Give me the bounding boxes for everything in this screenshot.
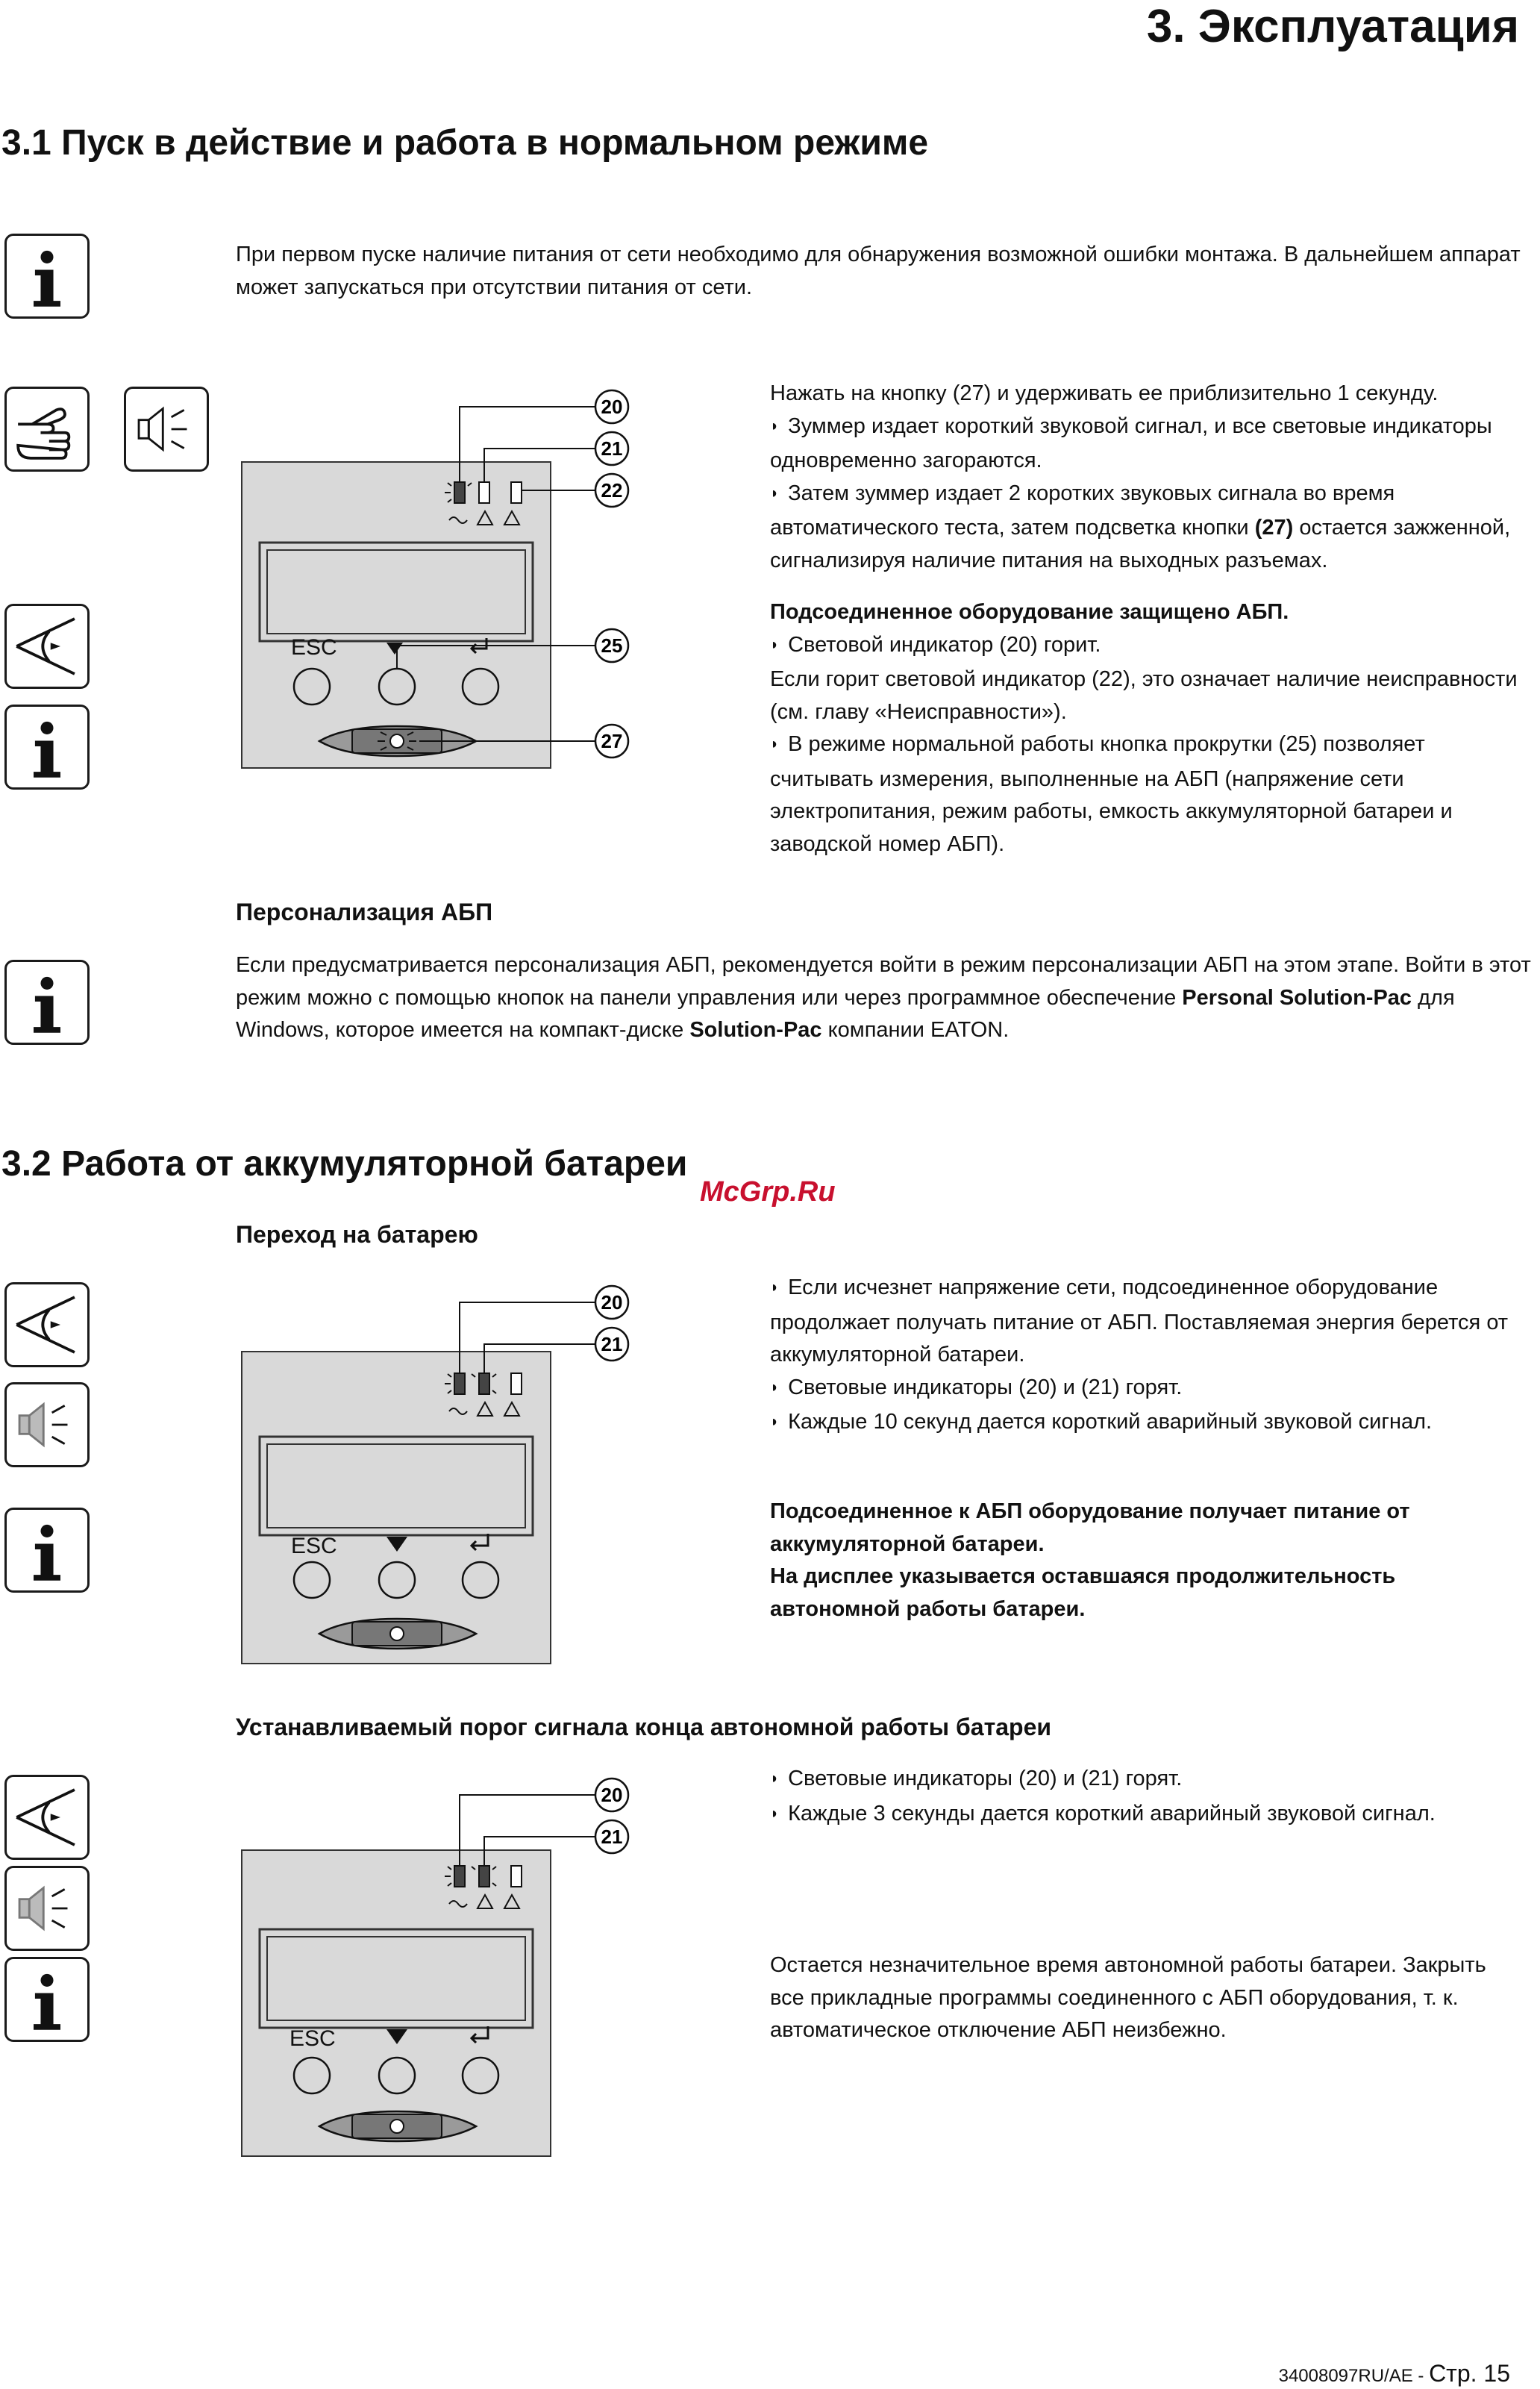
esc-label: ESC: [291, 635, 337, 660]
control-panel-diagram-2: [240, 1280, 636, 1668]
hand-press-icon: [4, 387, 90, 472]
buzzer-sound-icon: [4, 1866, 90, 1951]
battery-end-bullets: ◗ Световые индикаторы (20) и (21) горят. ◗ Каждые 3 секунды дается короткий аварийный звуковой сигнал.: [770, 1767, 1436, 1826]
eye-look-icon: [4, 1282, 90, 1367]
control-panel-diagram-1: [240, 384, 636, 772]
section1-steps: Нажать на кнопку (27) и удерживать ее приблизительно 1 секунду. ◗ Зуммер издает короткий звуковой сигнал, и все световые индикаторы одновременно загораются. ◗ Затем зуммер издает 2 коротких звуковых сигнала во время автоматического теста, затем подсветка кнопки (27) остается зажженной, сигнализируя наличие питания на выходных разъемах. Подсоединенное оборудование защищено АБП. ◗ Световой индикатор (20) горит. Если горит световой индикатор (22), это означает наличие неисправности (см. главу «Неисправности»). ◗ В режиме нормальной работы кнопка прокрутки (25) позволяет считывать измерения, выполненные на АБП (напряжение сети электропитания, режим работы, емкость аккумуляторной батареи и заводской номер АБП).: [770, 381, 1518, 856]
section-3-2-title: 3.2 Работа от аккумуляторной батареи: [1, 1144, 688, 1184]
callout-22: 22: [601, 479, 623, 502]
personalization-text: Если предусматривается персонализация АБП, рекомендуется войти в режим персонализации АБП на этом этапе. Войти в этот режим можно с помощью кнопок на панели управления или через программное обеспечение Personal Solution-Pac для Windows, которое имеется на компакт-диске Solution-Pac компании EATON.: [236, 953, 1531, 1042]
callout-21: 21: [601, 1826, 623, 1848]
callout-20: 20: [601, 1784, 623, 1806]
battery-transfer-bold: Подсоединенное к АБП оборудование получает питание от аккумуляторной батареи. На дисплее указывается оставшаяся продолжительность автономной работы батареи.: [770, 1499, 1410, 1621]
page-footer: 34008097RU/AE - Стр. 15: [1278, 2360, 1510, 2387]
buzzer-sound-icon: [124, 387, 209, 472]
eye-look-icon: [4, 1775, 90, 1860]
callout-25: 25: [601, 634, 623, 657]
control-panel-diagram-3: [240, 1773, 636, 2161]
info-icon: [4, 1508, 90, 1593]
section1-intro: При первом пуске наличие питания от сети необходимо для обнаружения возможной ошибки монтажа. В дальнейшем аппарат может запускаться при отсутствии питания от сети.: [236, 243, 1521, 299]
callout-21: 21: [601, 1333, 623, 1355]
callout-20: 20: [601, 1291, 623, 1314]
esc-label: ESC: [289, 2026, 336, 2051]
battery-end-threshold-title: Устанавливаемый порог сигнала конца автономной работы батареи: [236, 1714, 1052, 1740]
callout-27: 27: [601, 730, 623, 752]
info-icon: [4, 960, 90, 1045]
personalization-title: Персонализация АБП: [236, 899, 493, 925]
callout-20: 20: [601, 396, 623, 418]
page-number: Стр. 15: [1429, 2360, 1510, 2387]
section-3-1-title: 3.1 Пуск в действие и работа в нормальном режиме: [1, 123, 929, 163]
esc-label: ESC: [291, 1534, 337, 1558]
info-icon: [4, 234, 90, 319]
watermark: McGrp.Ru: [700, 1176, 836, 1208]
battery-transfer-title: Переход на батарею: [236, 1221, 478, 1248]
callout-21: 21: [601, 437, 623, 460]
doc-code: 34008097RU/AE: [1278, 2366, 1413, 2386]
info-icon: [4, 1957, 90, 2042]
eye-look-icon: [4, 604, 90, 689]
battery-end-warning: Остается незначительное время автономной работы батареи. Закрыть все прикладные программы соединенного с АБП оборудования, т. к. автоматическое отключение АБП неизбежно.: [770, 1953, 1486, 2042]
battery-transfer-text: ◗ Если исчезнет напряжение сети, подсоединенное оборудование продолжает получать питание от АБП. Поставляемая энергия берется от аккумуляторной батареи. ◗ Световые индикаторы (20) и (21) горят. ◗ Каждые 10 секунд дается короткий аварийный звуковой сигнал.: [770, 1275, 1509, 1434]
buzzer-sound-icon: [4, 1382, 90, 1467]
chapter-title: 3. Эксплуатация: [1146, 1, 1519, 52]
info-icon: [4, 705, 90, 790]
